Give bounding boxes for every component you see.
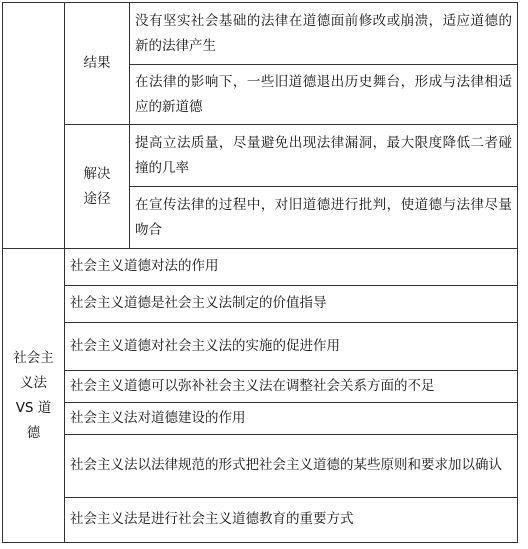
section-title-line: 义法 [20,374,47,391]
result-item: 没有坚实社会基础的法律在道德面前修改或崩溃，适应道德的新的法律产生 [130,3,518,65]
section-title-line: 德 [26,424,41,441]
solution-label [65,125,130,249]
table-row [3,249,518,285]
list-item: 社会主义法以法律规范的形式把社会主义道德的某些原则和要求加以确认 [65,434,518,497]
table-row [3,3,518,65]
solution-label-line: 解决 [83,165,111,182]
blank-cell [3,3,65,249]
result-label: 结果 [65,3,130,125]
table-row [3,125,518,187]
solution-item: 提高立法质量，尽量避免出现法律漏洞，最大限度降低二者碰撞的几率 [130,125,518,187]
list-item: 社会主义道德对社会主义法的实施的促进作用 [65,322,518,370]
list-item: 社会主义法对道德建设的作用 [65,402,518,434]
list-item: 社会主义道德可以弥补社会主义法在调整社会关系方面的不足 [65,370,518,402]
table-row [3,497,518,542]
table-row [3,322,518,370]
solution-item: 在宣传法律的过程中，对旧道德进行批判，使道德与法律尽量吻合 [130,187,518,249]
comparison-table [2,2,518,543]
table-row [3,285,518,322]
section-title-line: 社会主 [13,349,54,366]
result-item: 在法律的影响下，一些旧道德退出历史舞台，形成与法律相适应的新道德 [130,65,518,125]
list-item: 社会主义道德是社会主义法制定的价值指导 [65,285,518,322]
list-item: 社会主义法是进行社会主义道德教育的重要方式 [65,497,518,542]
table-row [3,402,518,434]
solution-label-line: 途径 [83,190,111,207]
table-row [3,370,518,402]
list-item: 社会主义道德对法的作用 [65,249,518,285]
section-title [3,249,65,543]
section-title-line: VS 道 [15,399,52,416]
table-row [3,434,518,497]
